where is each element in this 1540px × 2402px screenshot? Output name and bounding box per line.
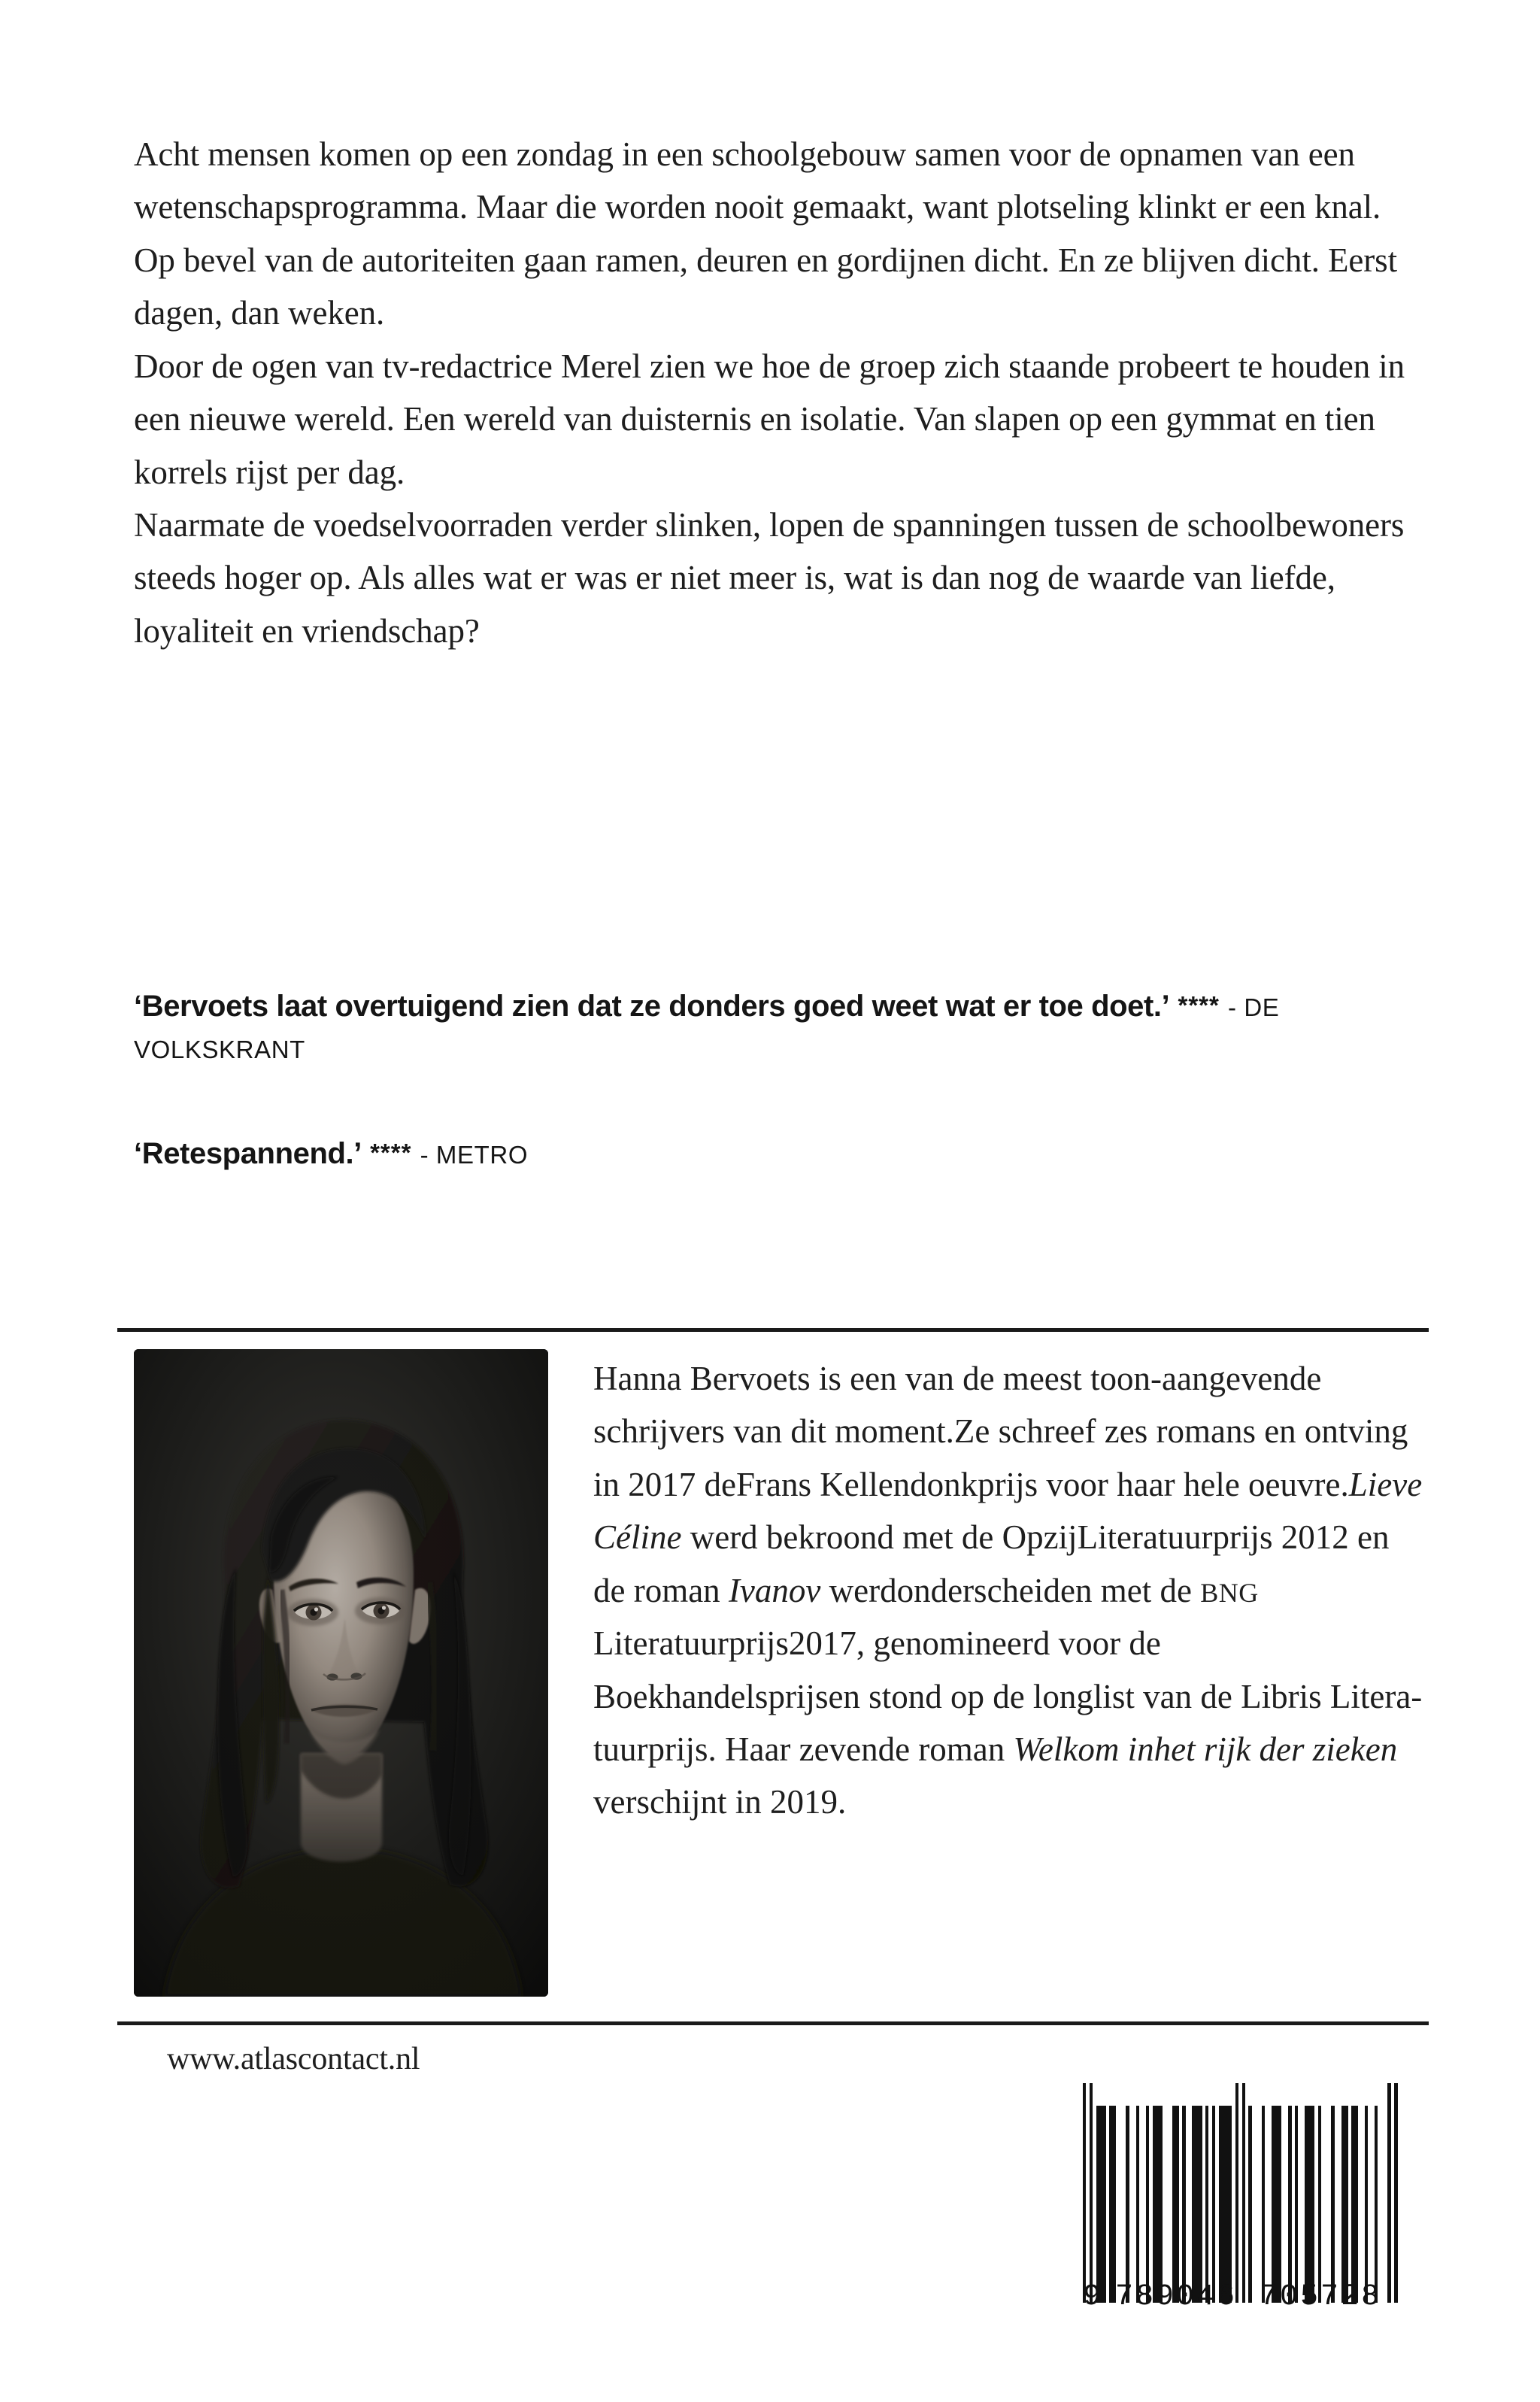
divider-rule-top bbox=[117, 1328, 1429, 1332]
barcode-bar bbox=[1394, 2083, 1397, 2303]
bio-seg-10: 2017, genomineerd voor de Boekhandelsprijs bbox=[593, 1624, 1161, 1715]
review-source: - METRO bbox=[420, 1141, 529, 1169]
review-quote-text: ‘Retespannend.’ bbox=[134, 1137, 362, 1170]
barcode-digits bbox=[1083, 2280, 1399, 2314]
bio-book-title-welkom-2: het rijk der zieken bbox=[1153, 1730, 1398, 1768]
author-bio bbox=[593, 1349, 1429, 1829]
bio-seg-7: werd bbox=[820, 1571, 897, 1609]
review-star-rating: **** bbox=[1178, 991, 1220, 1019]
blurb-paragraph-2: Op bevel van de autoriteiten gaan ramen, deuren en gordijnen dicht. En ze blijven dicht. Eerst dagen, dan weken. bbox=[134, 241, 1397, 332]
bio-book-title-welkom-1: Welkom in bbox=[1013, 1730, 1154, 1768]
barcode-bars bbox=[1083, 2106, 1399, 2303]
bio-seg-12: tuurprijs. Haar zevende roman bbox=[593, 1730, 1014, 1768]
blurb-paragraph-1: Acht mensen komen op een zondag in een schoolgebouw samen voor de opnamen van een wetenschapsprogramma. Maar die worden nooit gemaakt, want plotseling klinkt er een knal. bbox=[134, 135, 1381, 226]
blurb-paragraph-4: Naarmate de voedselvoorraden verder slinken, lopen de spanningen tussen de schoolbewoners steeds hoger op. Als alles wat er was er niet meer is, wat is dan nog de waarde van liefde, loyaliteit en vriendschap? bbox=[134, 505, 1405, 650]
review-quote-text: ‘Bervoets laat overtuigend zien dat ze donders goed weet wat er toe doet.’ bbox=[134, 990, 1170, 1023]
isbn-barcode bbox=[1083, 2106, 1399, 2314]
bio-book-title-lieve-celine: Lieve Céline bbox=[593, 1465, 1423, 1557]
bio-seg-8: onderscheiden met de bbox=[896, 1571, 1201, 1609]
author-portrait-graphic bbox=[134, 1349, 548, 1997]
publisher-website[interactable]: www.atlascontact.nl bbox=[167, 2042, 420, 2076]
bio-seg-6: Literatuurprijs 2012 en de roman bbox=[593, 1518, 1390, 1609]
bio-seg-5: werd bekroond met de Opzij bbox=[681, 1518, 1078, 1557]
bio-seg-11: en stond op de longlist van de Libris Litera- bbox=[828, 1677, 1423, 1715]
review-quote bbox=[134, 1133, 1427, 1175]
bio-book-title-ivanov: Ivanov bbox=[728, 1571, 821, 1609]
blurb-section bbox=[134, 128, 1412, 657]
divider-rule-bottom bbox=[117, 2021, 1429, 2025]
bio-seg-13: verschijnt in 2019. bbox=[593, 1783, 847, 1821]
barcode-group-2: 705728 bbox=[1260, 2280, 1382, 2314]
bio-seg-9: Literatuurprijs bbox=[593, 1624, 789, 1663]
bio-seg-2: aangevende schrijvers van dit moment. bbox=[593, 1360, 1322, 1451]
bio-seg-1: Hanna Bervoets is een van de meest toon- bbox=[593, 1360, 1163, 1397]
bio-seg-3: Ze schreef zes romans en ontving in 2017 de bbox=[593, 1412, 1408, 1503]
blurb-paragraph-3: Door de ogen van tv-redactrice Merel zien we hoe de groep zich staande probeert te houden in een nieuwe wereld. Een wereld van duisternis en isolatie. Van slapen op een gymmat en tien korrels rijst per dag. bbox=[134, 347, 1405, 491]
review-quote bbox=[134, 985, 1427, 1069]
review-source: - DE VOLKSKRANT bbox=[134, 993, 1280, 1063]
reviews-section bbox=[134, 985, 1427, 1175]
author-photo bbox=[134, 1349, 548, 1997]
barcode-group-1: 789046 bbox=[1115, 2280, 1238, 2314]
author-section bbox=[134, 1349, 1429, 1997]
bio-seg-4: Frans Kellendonkprijs voor haar hele oeuvre. bbox=[735, 1465, 1349, 1503]
barcode-lead-digit: 9 bbox=[1083, 2280, 1102, 2314]
review-star-rating: **** bbox=[370, 1139, 412, 1166]
bio-abbreviation-bng: BNG bbox=[1200, 1577, 1259, 1608]
author-bio-text bbox=[593, 1352, 1429, 1829]
